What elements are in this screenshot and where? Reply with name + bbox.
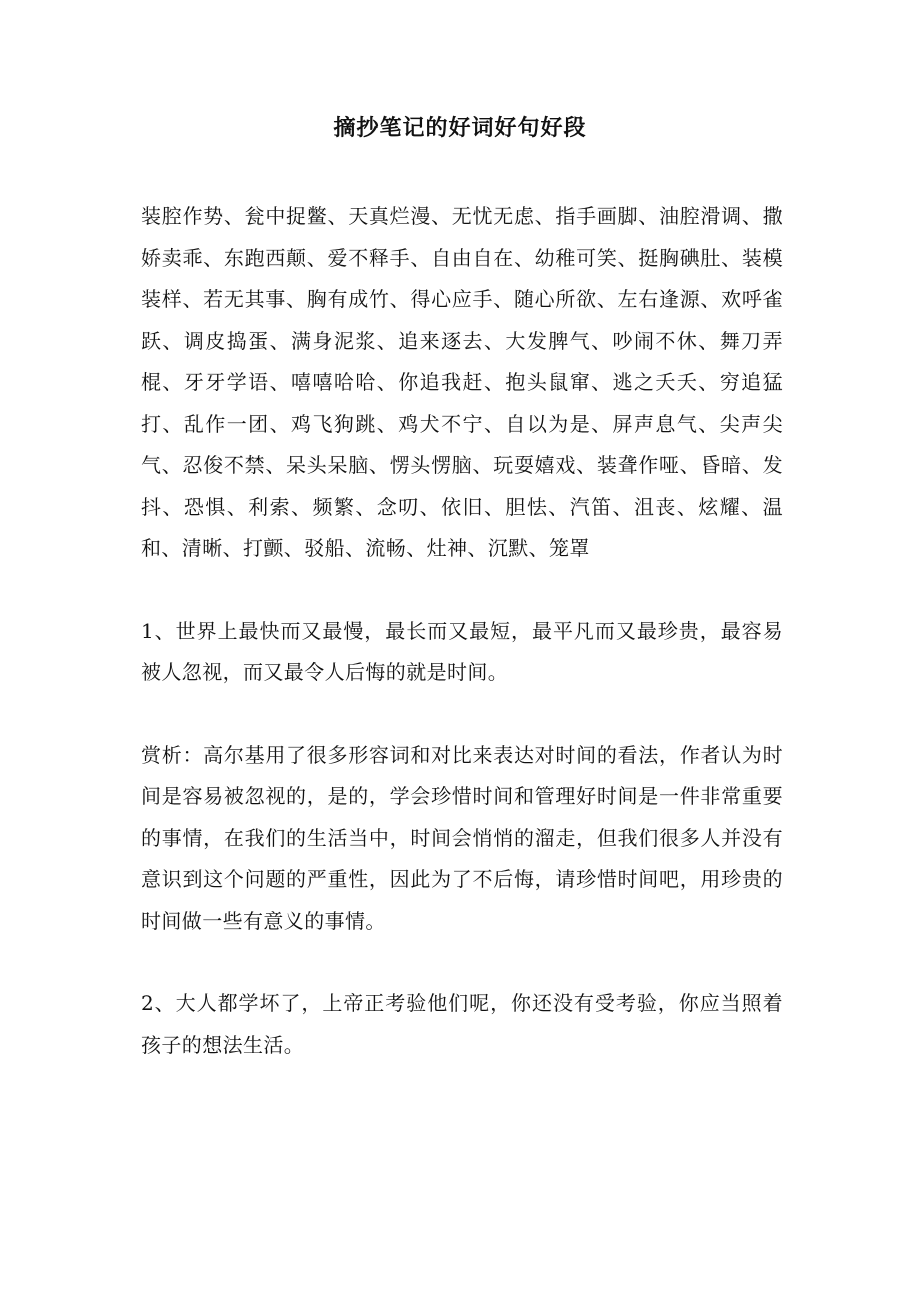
document-body [141,196,783,1066]
quote-paragraph-1: 1、世界上最快而又最慢，最长而又最短，最平凡而又最珍贵，最容易被人忽视，而又最令人后悔的就是时间。 [141,618,783,684]
document-title: 摘抄笔记的好词好句好段 [333,115,587,141]
quote-paragraph-2: 2、大人都学坏了，上帝正考验他们呢，你还没有受考验，你应当照着孩子的想法生活。 [141,991,783,1057]
paragraph-gap [141,694,783,735]
analysis-paragraph: 赏析：高尔基用了很多形容词和对比来表达对时间的看法，作者认为时间是容易被忽视的，是的，学会珍惜时间和管理好时间是一件非常重要的事情，在我们的生活当中，时间会悄悄的溜走，但我们很多人并没有意识到这个问题的严重性，因此为了不后悔，请珍惜时间吧，用珍贵的时间做一些有意义的事情。 [141,742,783,933]
paragraph-gap [141,570,783,611]
paragraph-gap [141,942,783,983]
word-list-paragraph: 装腔作势、瓮中捉鳖、天真烂漫、无忧无虑、指手画脚、油腔滑调、撒娇卖乖、东跑西颠、爱不释手、自由自在、幼稚可笑、挺胸碘肚、装模装样、若无其事、胸有成竹、得心应手、随心所欲、左右逢源、欢呼雀跃、调皮捣蛋、满身泥浆、追来逐去、大发脾气、吵闹不休、舞刀弄棍、牙牙学语、嘻嘻哈哈、你追我赶、抱头鼠窜、逃之夭夭、穷追猛打、乱作一团、鸡飞狗跳、鸡犬不宁、自以为是、屏声息气、尖声尖气、忍俊不禁、呆头呆脑、愣头愣脑、玩耍嬉戏、装聋作哑、昏暗、发抖、恐惧、利索、频繁、念叨、依旧、胆怯、汽笛、沮丧、炫耀、温和、清晰、打颤、驳船、流畅、灶神、沉默、笼罩 [141,204,783,560]
